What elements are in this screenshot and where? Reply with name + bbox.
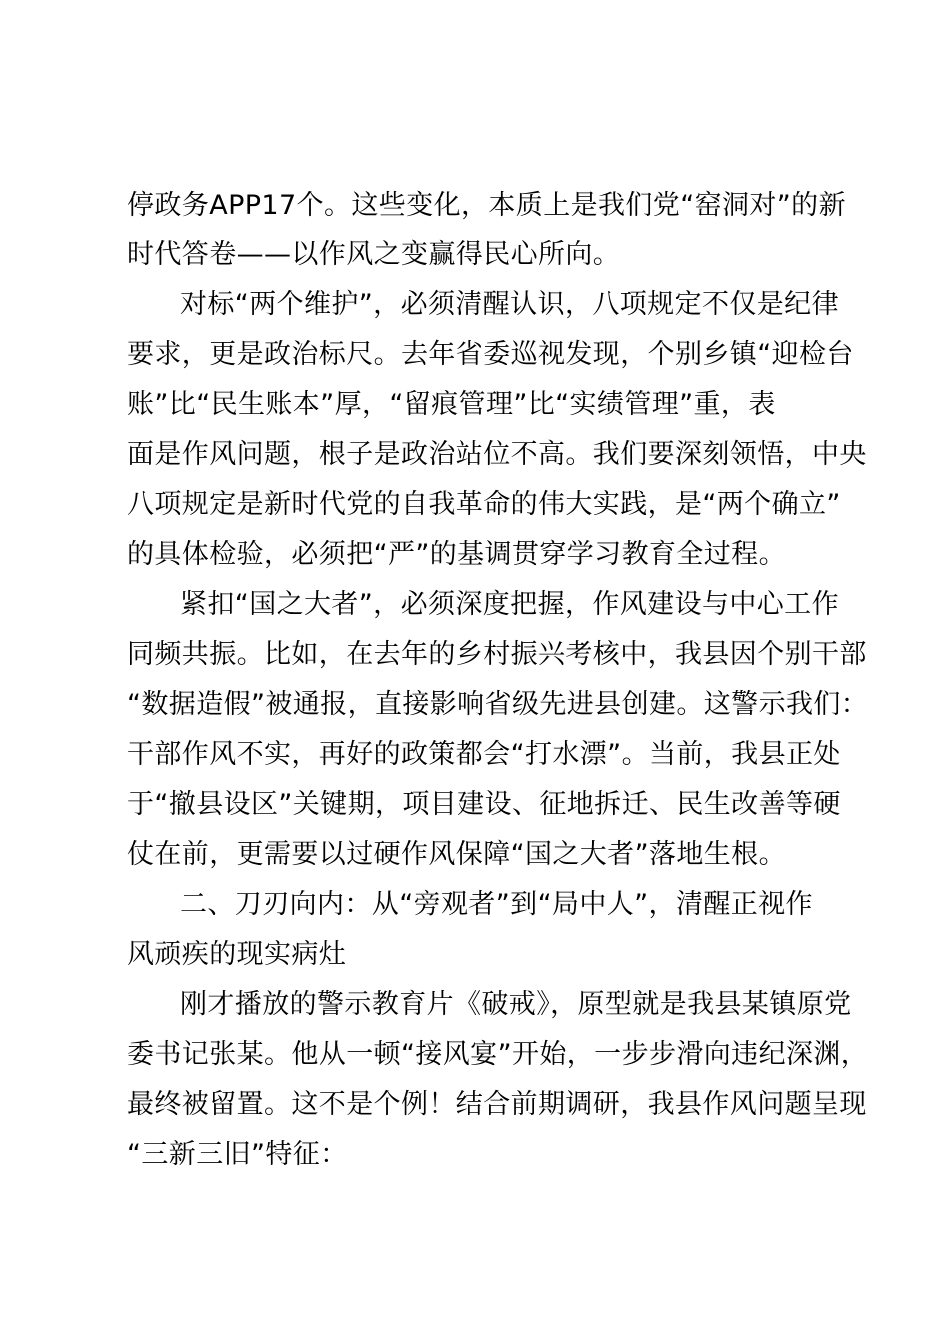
text-line: 面是作风问题，根子是政治站位不高。我们要深刻领悟，中央 [127, 439, 867, 470]
text-line: 要求，更是政治标尺。去年省委巡视发现，个别乡镇“迎检台 [127, 339, 854, 370]
paragraph-first-line: 对标“两个维护”，必须清醒认识，八项规定不仅是纪律 [180, 289, 839, 320]
text-line: 停政务APP17个。这些变化，本质上是我们党“窑洞对”的新 [127, 190, 846, 221]
text-line: 的具体检验，必须把“严”的基调贯穿学习教育全过程。 [127, 539, 786, 570]
paragraph-first-line: 刚才播放的警示教育片《破戒》，原型就是我县某镇原党 [180, 989, 852, 1020]
text-line: “数据造假”被通报，直接影响省级先进县创建。这警示我们： [127, 689, 869, 720]
section-heading-line: 二、刀刃向内：从“旁观者”到“局中人”，清醒正视作 [180, 889, 813, 920]
text-line: 最终被留置。这不是个例！结合前期调研，我县作风问题呈现 [127, 1089, 867, 1120]
text-line: 仗在前，更需要以过硬作风保障“国之大者”落地生根。 [127, 839, 786, 870]
text-line: 委书记张某。他从一顿“接风宴”开始，一步步滑向违纪深渊， [127, 1039, 869, 1070]
text-line: 同频共振。比如，在去年的乡村振兴考核中，我县因个别干部 [127, 639, 867, 670]
text-line: 干部作风不实，再好的政策都会“打水漂”。当前，我县正处 [127, 739, 841, 770]
text-line: “三新三旧”特征： [127, 1139, 348, 1170]
text-line: 时代答卷——以作风之变赢得民心所向。 [127, 239, 621, 270]
paragraph-first-line: 紧扣“国之大者”，必须深度把握，作风建设与中心工作 [180, 589, 839, 620]
text-line: 于“撤县设区”关键期，项目建设、征地拆迁、民生改善等硬 [127, 789, 841, 820]
section-heading-line: 风顽疾的现实病灶 [127, 939, 347, 970]
text-line: 账”比“民生账本”厚，“留痕管理”比“实绩管理”重，表 [127, 389, 776, 420]
text-line: 八项规定是新时代党的自我革命的伟大实践，是“两个确立” [127, 489, 841, 520]
